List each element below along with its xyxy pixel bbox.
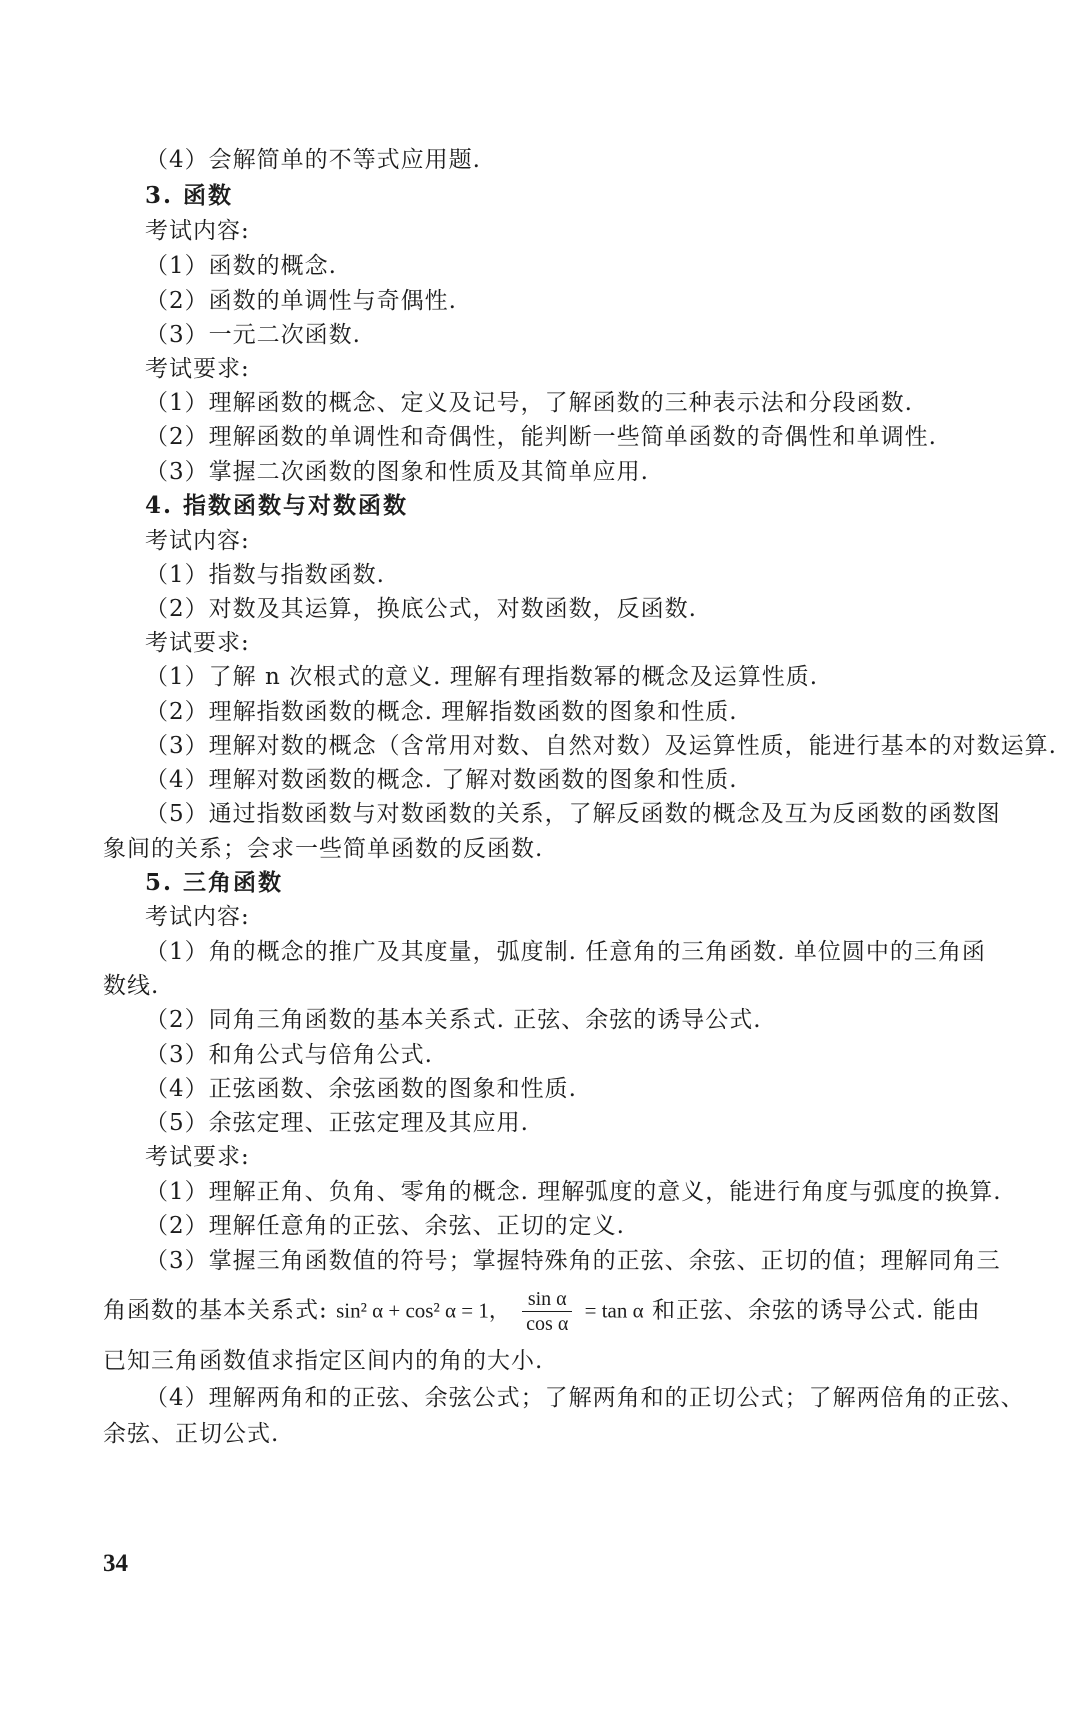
text-line: （1）指数与指数函数. — [145, 562, 385, 588]
subheading: 考试内容: — [145, 218, 250, 244]
section-heading: 5. 三角函数 — [145, 869, 284, 896]
text-line: （1）理解函数的概念、定义及记号，了解函数的三种表示法和分段函数. — [145, 390, 913, 416]
text-line: 数线. — [103, 973, 160, 999]
subheading: 考试要求: — [145, 356, 250, 382]
subheading: 考试要求: — [145, 630, 250, 656]
text-line: （4）会解简单的不等式应用题. — [145, 147, 481, 173]
formula-line — [103, 1287, 981, 1336]
text-line: 象间的关系；会求一些简单函数的反函数. — [103, 836, 544, 862]
text-line: （1）了解 n 次根式的意义. 理解有理指数幂的概念及运算性质. — [145, 664, 819, 690]
text-line: （3）掌握三角函数值的符号；掌握特殊角的正弦、余弦、正切的值；理解同角三 — [145, 1248, 1001, 1274]
text-line: （3）掌握二次函数的图象和性质及其简单应用. — [145, 459, 649, 485]
text-line: （2）同角三角函数的基本关系式. 正弦、余弦的诱导公式. — [145, 1007, 762, 1033]
text-line: （2）对数及其运算，换底公式，对数函数，反函数. — [145, 596, 697, 622]
text-line: （5）通过指数函数与对数函数的关系，了解反函数的概念及互为反函数的函数图 — [145, 801, 1001, 827]
text-line: （4）理解对数函数的概念. 了解对数函数的图象和性质. — [145, 767, 738, 793]
pythagorean-identity: sin² α + cos² α = 1， — [336, 1298, 510, 1323]
text-line: （1）角的概念的推广及其度量，弧度制. 任意角的三角函数. 单位圆中的三角函 — [145, 939, 986, 965]
subheading: 考试内容: — [145, 904, 250, 930]
subheading: 考试要求: — [145, 1144, 250, 1170]
text-line: （2）理解指数函数的概念. 理解指数函数的图象和性质. — [145, 699, 738, 725]
section-heading: 3. 函数 — [145, 182, 234, 209]
text-line: （4）正弦函数、余弦函数的图象和性质. — [145, 1076, 577, 1102]
text-line: （3）理解对数的概念（含常用对数、自然对数）及运算性质，能进行基本的对数运算. — [145, 733, 1057, 759]
fraction-rhs: = tan α — [584, 1298, 644, 1323]
text-line: （2）函数的单调性与奇偶性. — [145, 288, 457, 314]
fraction-numerator: sin α — [522, 1287, 572, 1312]
text-line: （1）理解正角、负角、零角的概念. 理解弧度的意义，能进行角度与弧度的换算. — [145, 1179, 1002, 1205]
tangent-fraction — [522, 1287, 572, 1336]
section-heading: 4. 指数函数与对数函数 — [145, 492, 409, 519]
formula-suffix: 和正弦、余弦的诱导公式. 能由 — [651, 1297, 981, 1324]
text-line: （5）余弦定理、正弦定理及其应用. — [145, 1110, 529, 1136]
text-line: 已知三角函数值求指定区间内的角的大小. — [103, 1348, 544, 1374]
text-line: （3）和角公式与倍角公式. — [145, 1042, 433, 1068]
fraction-denominator: cos α — [526, 1313, 569, 1335]
text-line: （3）一元二次函数. — [145, 322, 361, 348]
text-line: （4）理解两角和的正弦、余弦公式；了解两角和的正切公式；了解两倍角的正弦、 — [145, 1385, 1025, 1411]
text-line: （2）理解函数的单调性和奇偶性，能判断一些简单函数的奇偶性和单调性. — [145, 424, 937, 450]
text-line: 余弦、正切公式. — [103, 1421, 280, 1447]
formula-prefix: 角函数的基本关系式: — [103, 1297, 328, 1324]
text-line: （2）理解任意角的正弦、余弦、正切的定义. — [145, 1213, 625, 1239]
page-number: 34 — [103, 1550, 128, 1577]
text-line: （1）函数的概念. — [145, 253, 337, 279]
subheading: 考试内容: — [145, 528, 250, 554]
